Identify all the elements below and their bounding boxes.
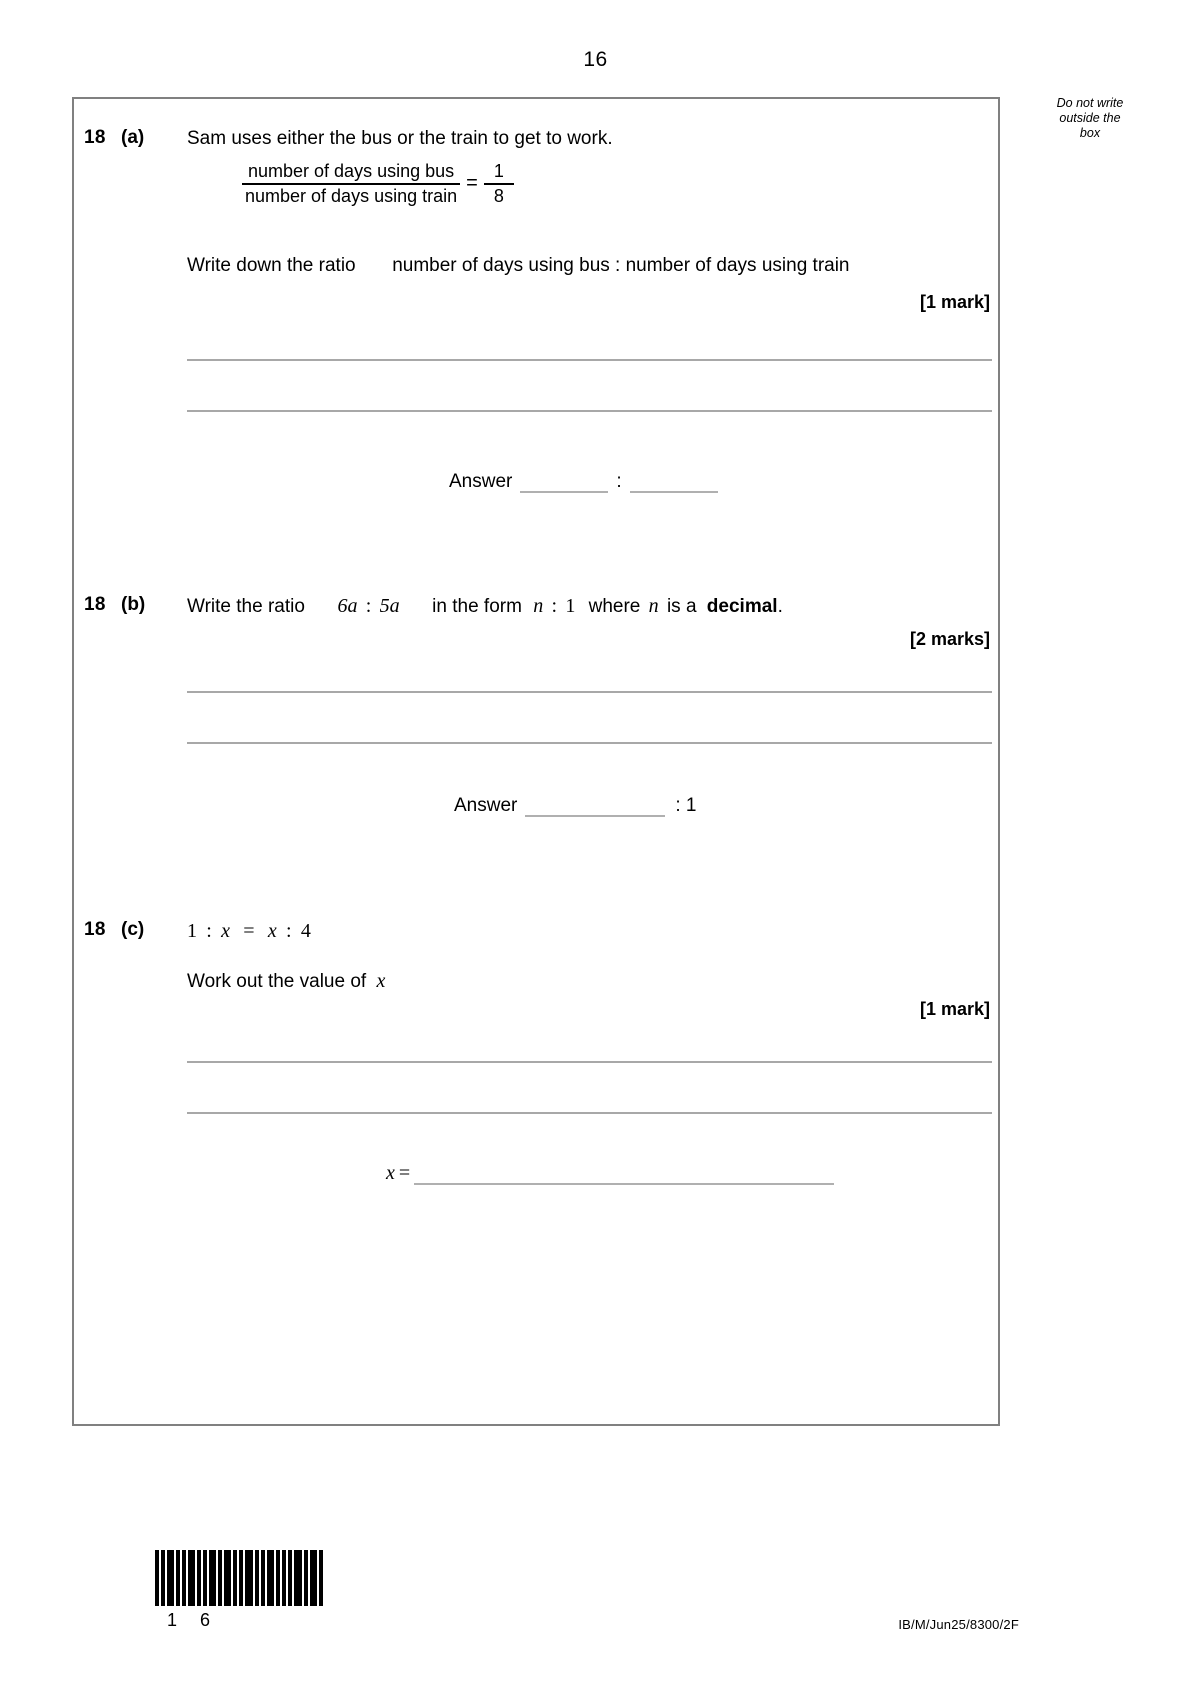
equation-colon-1: : bbox=[206, 920, 212, 942]
instruction-ratio-a: number of days using bus : number of days using train bbox=[392, 255, 850, 276]
period-b: . bbox=[777, 596, 783, 617]
answer-blank-first[interactable] bbox=[520, 474, 608, 493]
answer-box bbox=[72, 97, 1000, 1426]
instruction-mid-b: in the form bbox=[432, 596, 522, 617]
working-line[interactable] bbox=[187, 1061, 992, 1063]
answer-blank-second[interactable] bbox=[630, 474, 718, 493]
right-fraction-denominator: 8 bbox=[493, 185, 504, 206]
notice-line-2: outside the bbox=[1059, 111, 1121, 125]
working-line[interactable] bbox=[187, 410, 992, 412]
form-one: 1 bbox=[565, 595, 576, 617]
answer-blank-b[interactable] bbox=[525, 798, 665, 817]
question-18b-instruction bbox=[187, 594, 990, 619]
working-line[interactable] bbox=[187, 1112, 992, 1114]
question-18a-instruction bbox=[187, 254, 990, 278]
question-18c-instruction bbox=[187, 969, 990, 994]
ratio-term-b: 5a bbox=[379, 595, 400, 617]
question-18a-stem: Sam uses either the bus or the train to get to work. bbox=[187, 128, 613, 149]
answer-label-a: Answer bbox=[449, 471, 513, 492]
answer-blank-c[interactable] bbox=[414, 1166, 834, 1185]
equals-sign: = bbox=[466, 172, 478, 195]
answer-equals-sign: = bbox=[398, 1162, 411, 1184]
right-fraction-numerator: 1 bbox=[493, 161, 504, 181]
bold-decimal-word: decimal bbox=[706, 596, 778, 617]
barcode-image bbox=[155, 1550, 325, 1606]
equation-equals: = bbox=[243, 920, 255, 942]
equation-four: 4 bbox=[300, 920, 311, 942]
equation-x-2: x bbox=[267, 920, 277, 942]
notice-line-1: Do not write bbox=[1056, 96, 1124, 110]
where-variable-n: n bbox=[648, 595, 659, 617]
working-line[interactable] bbox=[187, 691, 992, 693]
working-line[interactable] bbox=[187, 359, 992, 361]
answer-suffix-b: : 1 bbox=[675, 795, 697, 816]
left-fraction bbox=[242, 161, 460, 207]
equation-one: 1 bbox=[187, 920, 197, 942]
fraction-equation-18a bbox=[242, 161, 514, 207]
instruction-c: Work out the value of bbox=[187, 971, 367, 992]
answer-variable-x: x bbox=[386, 1162, 395, 1184]
notice-line-3: box bbox=[1079, 126, 1101, 140]
instruction-is-a-b: is a bbox=[666, 596, 697, 617]
question-letter-b: (b) bbox=[121, 594, 146, 615]
barcode-label: 1 6 bbox=[167, 1610, 220, 1630]
question-number-18b: 18 bbox=[84, 594, 106, 615]
working-line[interactable] bbox=[187, 742, 992, 744]
fraction-denominator: number of days using train bbox=[245, 185, 458, 206]
marks-18a: [1 mark] bbox=[919, 292, 990, 312]
question-letter-c: (c) bbox=[121, 919, 145, 940]
answer-row-18a bbox=[449, 471, 718, 493]
answer-row-18c bbox=[386, 1162, 834, 1185]
equation-colon-2: : bbox=[286, 920, 292, 942]
right-fraction bbox=[484, 161, 514, 207]
question-number-18a: 18 bbox=[84, 127, 106, 148]
question-number-18c: 18 bbox=[84, 919, 106, 940]
instruction-variable-x: x bbox=[376, 970, 386, 992]
instruction-where-b: where bbox=[588, 596, 641, 617]
question-18c-equation bbox=[187, 919, 990, 944]
barcode-block bbox=[155, 1550, 325, 1631]
footer-paper-code: IB/M/Jun25/8300/2F bbox=[898, 1617, 1019, 1632]
answer-colon-a: : bbox=[616, 471, 622, 492]
form-variable-n: n bbox=[533, 595, 544, 617]
answer-row-18b bbox=[454, 795, 696, 817]
question-letter-a: (a) bbox=[121, 127, 145, 148]
equation-x-1: x bbox=[221, 920, 231, 942]
marks-18c: [1 mark] bbox=[919, 999, 990, 1019]
fraction-numerator: number of days using bus bbox=[248, 161, 455, 181]
instruction-lead-b: Write the ratio bbox=[187, 596, 305, 617]
ratio-colon: : bbox=[365, 595, 372, 617]
answer-label-b: Answer bbox=[454, 795, 518, 816]
do-not-write-outside-box-notice bbox=[1010, 96, 1170, 141]
form-colon: : bbox=[551, 595, 558, 617]
instruction-lead-a: Write down the ratio bbox=[187, 255, 356, 276]
ratio-term-a: 6a bbox=[337, 595, 358, 617]
marks-18b: [2 marks] bbox=[909, 629, 990, 649]
page-number: 16 bbox=[583, 48, 608, 71]
